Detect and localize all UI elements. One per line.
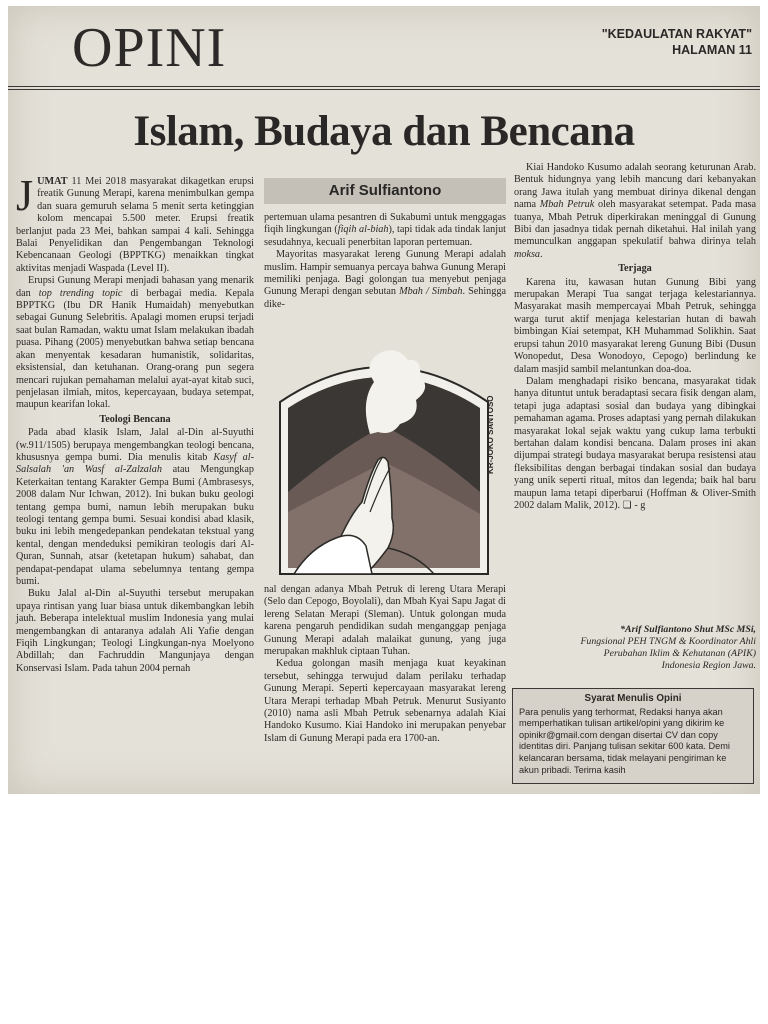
source-name: "KEDAULATAN RAKYAT"	[601, 27, 752, 41]
newspaper-source	[602, 26, 752, 58]
author-title: Perubahan Iklim & Kehutanan (APIK)	[603, 648, 756, 659]
paragraph: Pada abad klasik Islam, Jalal al-Din al-Suyuthi (w.911/1505) berupaya mengembangkan teologi bencana, khususnya gempa bumi. Dia menulis kitab Kasyf al-Salsalah 'an Wasf al-Zalzalah atau Mengungkap Keterkaitan tentang Karakter Gempa Bumi (Ambrasesys, 2008 dalam Nur Ichwan, 2012). Ini bukan buku geologi tentang gempa bumi, namun lebih merupakan buku teologi tentang gempa bumi. Sesuai kondisi abad klasik, buku ini lebih mengedepankan pendekatan tekstual yang kental, dengan mendeduksi pemikiran teologis dari Al-Quran, Sunnah, atsar (ketetapan hukum) sahabat, dan pendapat-pendapat ulama sebelumnya tentang gempa bumi.	[16, 427, 254, 587]
article-column-3	[514, 162, 756, 512]
paragraph: Erupsi Gunung Merapi menjadi bahasan yang menarik dan top trending topic di berbagai media. Kepala BPPTKG (Ibu DR Hanik Humaidah) menyebutkan sebagai Gunung Selebritis. Apalagi momen erupsi terjadi saat bulan Ramadan, waktu umat Islam melakukan ibadah puasa. Pihang (2005) menyebutkan bahwa setiap bencana akan menyentak kesadaran humanistik, solidaritas, eksistensial, dan ketuhanan. Orang-orang pun segera mencari rujukan pemahaman melalui ayat-ayat kitab suci, penjelasan ilmiah, mitos, kepercayaan, budaya setempat, maupun kearifan lokal.	[16, 275, 254, 411]
section-title: OPINI	[72, 17, 227, 79]
submission-guidelines-box	[512, 688, 754, 784]
header-rule-second	[8, 89, 760, 90]
paragraph: Dalam menghadapi risiko bencana, masyarakat tidak hanya dituntut untuk beradaptasi secara fisik dengan alam, tetapi juga adaptasi sosial dan budaya yang dibingkai pemahaman agama. Proses adaptasi yang pernah dilakukan masyarakat lokal sejak waktu yang cukup lama terbukti bertahan dalam kondisi bencana. Dalam proses ini akan dijumpai strategi budaya masyarakat berupa resistensi atau fleksibilitas dengan berbagai tindakan sosial dan budaya yang unik seperti ritual, mitos dan legenda; baik hal baru maupun lama tetapi diperbarui (Hoffman & Oliver-Smith 2002 dalam Malik, 2012). ❏ - g	[514, 375, 756, 511]
author-name: *Arif Sulfiantono Shut MSc MSi,	[620, 624, 756, 635]
paragraph: JUMAT 11 Mei 2018 masyarakat dikagetkan erupsi freatik Gunung Merapi, karena menimbulkan gempa dan suara gemuruh selama 5 menit serta ketinggian kolom mencapai 5.500 meter. Erupsi freatik berlanjut pada 23 Mei, bahkan sampai 4 kali. Sehingga Balai Penyelidikan dan Pengembangan Teknologi Kebencanaan Geologi (BPPTKG) menaikkan tingkat aktivitas menjadi Waspada (Level II).	[16, 171, 254, 274]
author-byline: Arif Sulfiantono	[264, 178, 506, 204]
paragraph: Mayoritas masyarakat lereng Gunung Merapi adalah muslim. Hampir semuanya percaya bahwa Gunung Merapi memiliki penjaga. Bagi golongan tua menyebut penjaga Gunung Merapi dengan sebutan Mbah / Simbah. Sehingga dike-	[264, 249, 506, 310]
paragraph: Kiai Handoko Kusumo adalah seorang keturunan Arab. Bentuk hidungnya yang lebih mancung dari kebanyakan orang Jawa itulah yang membuat dirinya dikenal dengan nama Mbah Petruk oleh masyarakat setempat. Pada masa tuanya, Mbah Petruk diperkirakan meninggal di Gunung Bibi dan jasadnya tidak pernah diketahui. Hal inilah yang memunculkan anggapan spekulatif bahwa dirinya telah moksa.	[514, 162, 756, 260]
article-column-2-top	[264, 212, 506, 311]
subheading: Terjaga	[618, 263, 652, 275]
paragraph: Kedua golongan masih menjaga kuat keyakinan tersebut, sehingga terwujud dalam perilaku terhadap Gunung Merapi. Seperti kepercayaan masyarakat lereng Utara Merapi terhadap Mbah Petruk. Menurut Susiyanto (2010) nama asli Mbah Petruk sebenarnya adalah Kiai Handoko Kusumo. Kiai Handoko ini merupakan penyebar Islam di Gunung Merapi pada era 1700-an.	[264, 658, 506, 744]
author-info	[520, 624, 756, 672]
article-headline: Islam, Budaya dan Bencana	[133, 108, 635, 155]
author-title: Indonesia Region Jawa.	[661, 660, 756, 671]
photo-credit: KR-JOKO SANTOSO	[486, 395, 495, 474]
guidelines-title: Syarat Menulis Opini	[584, 693, 682, 704]
article-column-2-bottom	[264, 584, 506, 745]
paragraph: pertemuan ulama pesantren di Sukabumi untuk menggagas fiqih lingkungan (fiqih al-biah), tapi tidak ada tindak lanjut sesudahnya, kecuali penerbitan laporan pertemuan.	[264, 212, 506, 248]
paragraph: nal dengan adanya Mbah Petruk di lereng Utara Merapi (Selo dan Cepogo, Boyolali), dan Mbah Kyai Sapu Jagat di lereng Selatan Merapi (Sleman). Untuk golongan muda karena pengaruh pendidikan sudah menganggap penjaga Gunung Merapi adalah malaikat gunung, yang juga merupakan makhluk ciptaan Tuhan.	[264, 584, 506, 658]
author-title: Fungsional PEH TNGM & Koordinator Ahli	[580, 636, 756, 647]
subheading: Teologi Bencana	[99, 413, 171, 425]
header-rule	[8, 86, 760, 87]
drop-cap: J	[16, 171, 34, 220]
newspaper-page	[8, 6, 760, 794]
article-column-1	[16, 171, 254, 675]
guidelines-text: Para penulis yang terhormat, Redaksi hanya akan memperhatikan tulisan artikel/opini yang dikirim ke opinikr@gmail.com dengan disertai CV dan copy identitas diri. Panjang tulisan sekitar 600 kata. Demi kelancaran bersama, tidak melayani pengiriman ke akun pribadi. Terima kasih	[519, 706, 730, 775]
paragraph: Karena itu, kawasan hutan Gunung Bibi yang merupakan Merapi Tua sangat terjaga kelestariannya. Masyarakat masih mempercayai Mbah Petruk, sehingga warga turut aktif menjaga kelestarian hutan di bawah bimbingan Kiai setempat, KH Muhammad Solikhin. Saat erupsi tahun 2010 masyarakat lereng Gunung Bibi (Dusun Wonopedut, Desa Wonodoyo, Cepogo) berlindung ke dalam masjid sambil melantunkan doa-doa.	[514, 276, 756, 375]
page-number: HALAMAN 11	[672, 43, 752, 57]
volcano-prayer-illustration	[266, 342, 502, 580]
paragraph: Buku Jalal al-Din al-Suyuthi tersebut merupakan upaya rintisan yang luar biasa untuk dikembangkan lebih jauh. Beberapa intelektual muslim Indonesia yang mulai mengembangkan di antaranya adalah Ali Yafie dengan Fiqih Lingkungan; Teologi Lingkungan-nya Moelyono Abdillah; dan Fachruddin Mangunjaya dengan Konservasi Islam. Pada tahun 2004 pernah	[16, 588, 254, 674]
lead-word: UMAT	[37, 176, 68, 187]
